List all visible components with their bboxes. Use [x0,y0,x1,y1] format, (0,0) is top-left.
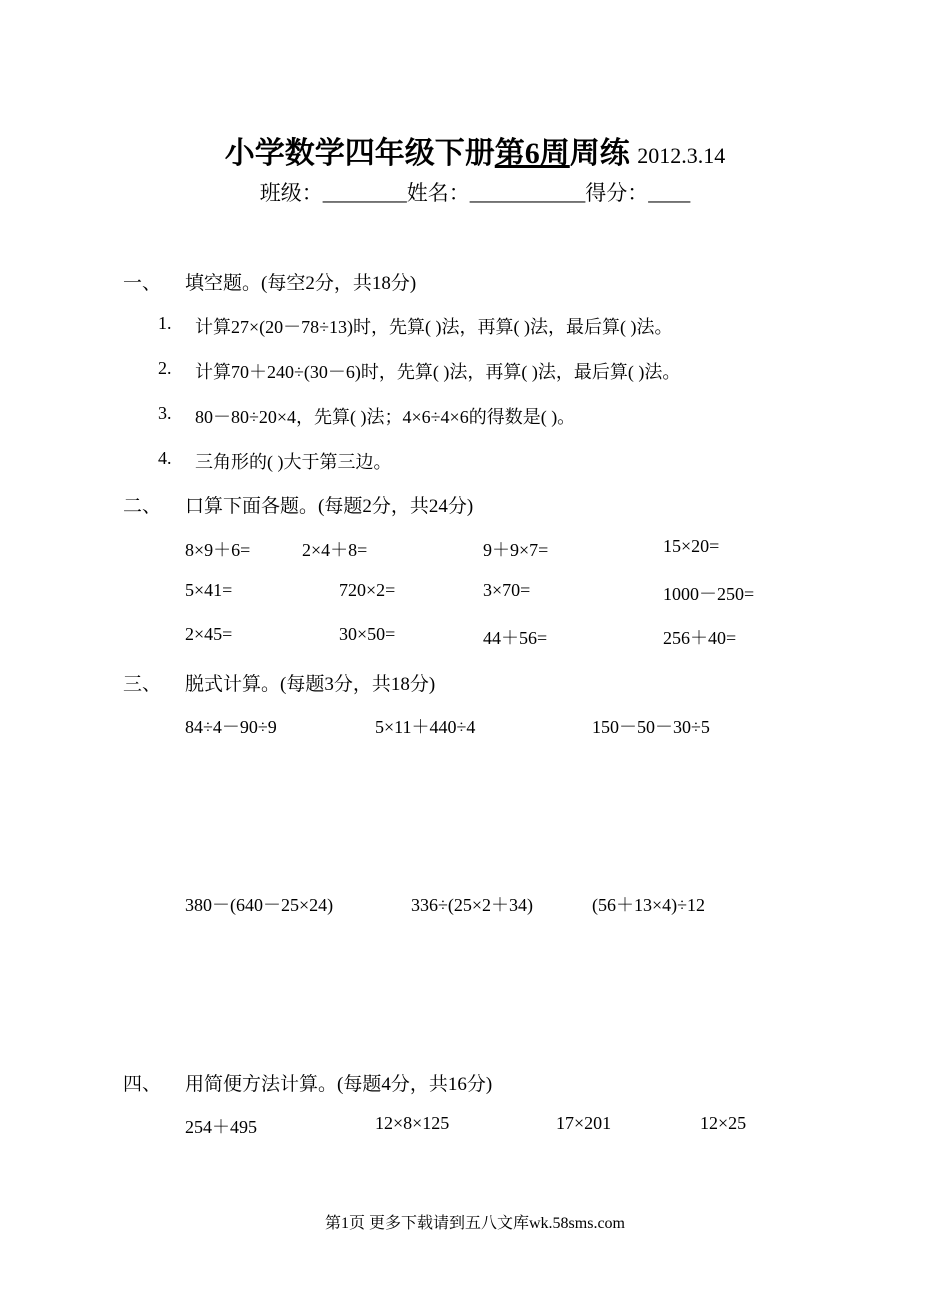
step-calc-item: 84÷4－90÷9 [185,717,277,737]
simplify-calc-item: 17×201 [556,1113,612,1133]
simplify-calc-item: 254＋495 [185,1117,257,1137]
question-number: 2. [158,358,172,378]
question-text: 计算27×(20－78÷13)时，先算( )法，再算( )法，最后算( )法。 [195,317,673,337]
mental-math-item: 2×45= [185,624,233,644]
title-week: 第6周 [494,137,570,170]
mental-math-item: 2×4＋8= [302,540,368,560]
mental-math-item: 30×50= [339,624,396,644]
simplify-calc-item: 12×8×125 [375,1113,450,1133]
mental-math-item: 1000－250= [663,584,755,604]
question-text: 80－80÷20×4，先算( )法；4×6÷4×6的得数是( )。 [195,407,576,427]
mental-math-item: 8×9＋6= [185,540,251,560]
page-title [0,128,950,172]
mental-math-item: 9＋9×7= [483,540,549,560]
step-calc-item: 5×11＋440÷4 [375,717,476,737]
question-text: 计算70＋240÷(30－6)时，先算( )法，再算( )法，最后算( )法。 [195,362,681,382]
step-calc-item: 150－50－30÷5 [592,717,710,737]
step-calc-item: 380－(640－25×24) [185,895,334,915]
student-info-line: 班级：________姓名：___________得分：____ [259,181,691,205]
question-number: 1. [158,313,172,333]
section-3-label: 三、 [123,674,162,695]
page-footer: 第1页 更多下载请到五八文库wk.58sms.com [324,1215,625,1232]
mental-math-item: 44＋56= [483,628,548,648]
section-1-heading: 填空题。(每空2分，共18分) [185,273,417,294]
title-suffix: 周练 [569,137,630,170]
section-2-heading: 口算下面各题。(每题2分，共24分) [185,496,474,517]
mental-math-item: 256＋40= [663,628,737,648]
section-1-label: 一、 [123,273,162,294]
section-4-heading: 用简便方法计算。(每题4分，共16分) [185,1074,493,1095]
simplify-calc-item: 12×25 [700,1113,747,1133]
question-number: 4. [158,448,172,468]
section-3-heading: 脱式计算。(每题3分，共18分) [185,674,436,695]
mental-math-item: 720×2= [339,580,396,600]
section-4-label: 四、 [123,1074,162,1095]
mental-math-item: 15×20= [663,536,720,556]
step-calc-item: (56＋13×4)÷12 [592,895,706,915]
section-2-label: 二、 [123,496,162,517]
step-calc-item: 336÷(25×2＋34) [411,895,534,915]
mental-math-item: 3×70= [483,580,531,600]
question-number: 3. [158,403,172,423]
mental-math-item: 5×41= [185,580,233,600]
title-date: 2012.3.14 [637,143,726,168]
question-text: 三角形的( )大于第三边。 [195,452,392,472]
title-main: 小学数学四年级下册 [224,137,495,170]
